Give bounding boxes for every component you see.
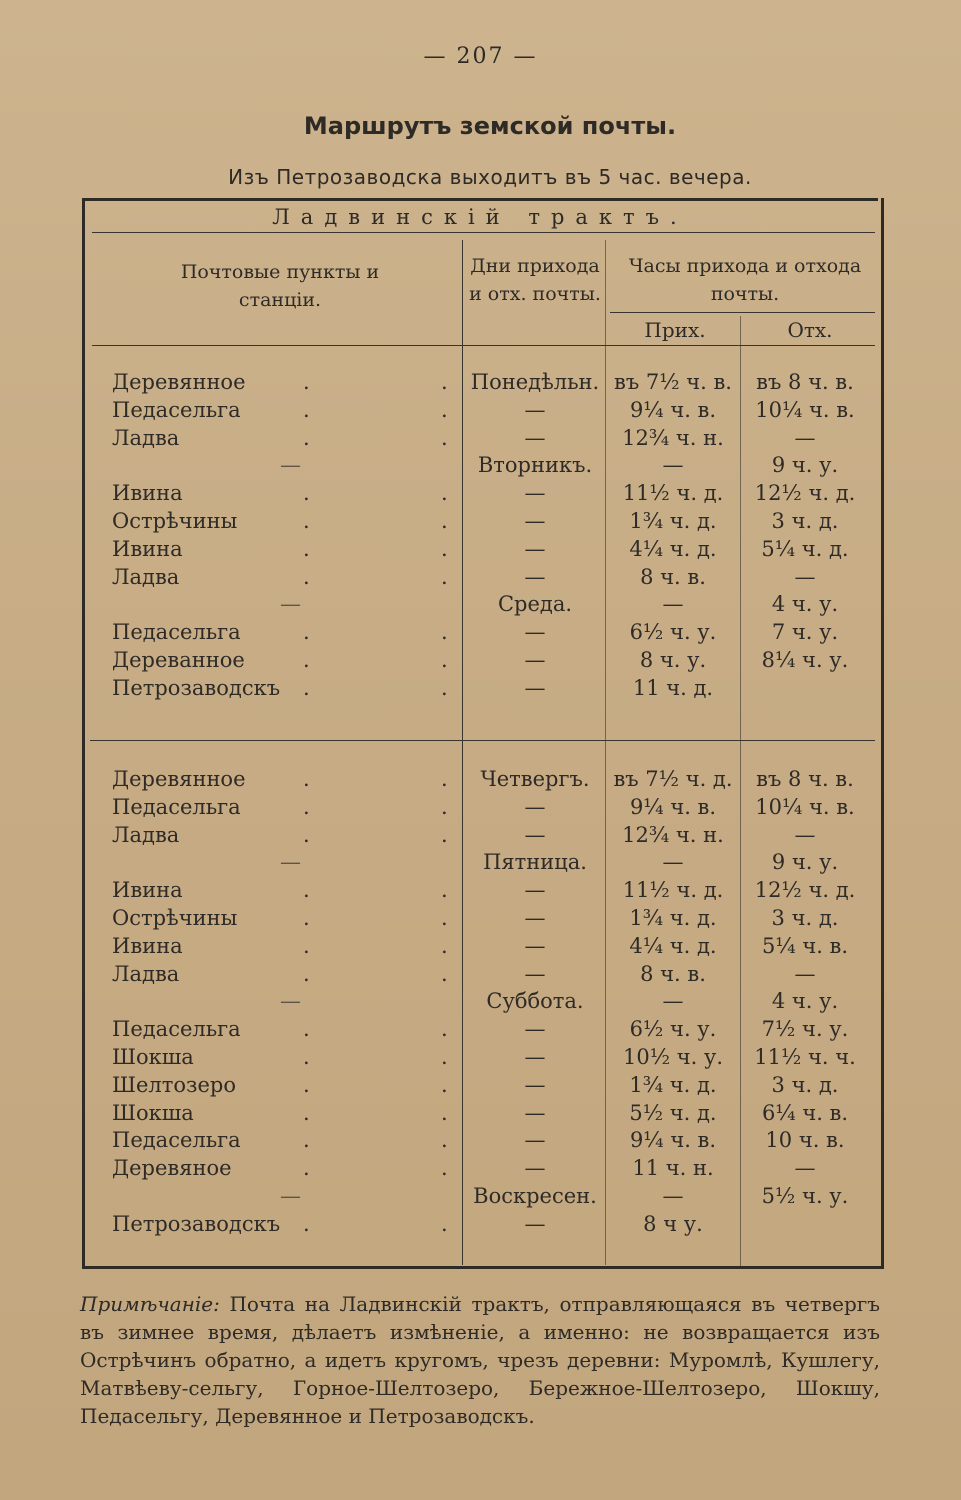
departure-cell: въ 8 ч. в. [756, 767, 854, 791]
table-row [0, 1101, 961, 1129]
day-cell: — [524, 536, 546, 561]
arrival-cell: — [662, 850, 684, 875]
departure-cell: 7 ч. у. [771, 620, 839, 645]
leader-dot: . [441, 906, 448, 930]
arrival-cell: — [662, 1184, 684, 1208]
tract-rule [92, 232, 875, 233]
arrival-cell: 1¾ ч. д. [629, 906, 717, 930]
leader-dot: . [441, 675, 448, 700]
table-row [0, 1073, 961, 1101]
leader-dot: . [441, 397, 448, 422]
departure-cell: 5¼ ч. в. [761, 933, 849, 958]
table-row [0, 1128, 961, 1156]
arrival-cell: 8 ч. в. [640, 564, 706, 589]
table-row [0, 962, 961, 990]
day-cell: — [524, 1072, 546, 1097]
arrival-cell: 9¼ ч. в. [629, 1128, 717, 1153]
arrival-cell: 11 ч. д. [632, 675, 714, 700]
leader-dot: . [441, 1017, 448, 1042]
day-cell: — [524, 794, 546, 819]
day-cell: Пятница. [483, 850, 587, 875]
day-cell: Воскресен. [473, 1184, 597, 1208]
leader-dot: . [441, 1100, 448, 1125]
leader-dot: . [441, 1156, 448, 1181]
day-cell: — [524, 1128, 546, 1153]
leader-dot: . [441, 425, 448, 450]
table-row [0, 989, 961, 1017]
station-name: Деревянное [112, 370, 246, 394]
header-days: Дни прихода и отх. почты. [469, 255, 601, 305]
leader-dot: . [441, 481, 448, 506]
leader-dot: . [303, 1156, 310, 1181]
station-name: Педасельга [112, 794, 241, 819]
departure-cell: — [794, 961, 816, 986]
arrival-cell: 12¾ ч. н. [622, 822, 724, 847]
arrival-cell: 11½ ч. д. [622, 481, 724, 506]
arrival-cell: 6½ ч. у. [629, 1017, 717, 1042]
station-name: Ладва [112, 822, 180, 847]
station-name: — [280, 592, 301, 617]
day-cell: — [524, 648, 546, 672]
table-row [0, 676, 961, 704]
day-cell: — [524, 906, 546, 930]
station-name: Деревянное [112, 767, 246, 791]
departure-cell: — [794, 1156, 816, 1181]
leader-dot: . [441, 1072, 448, 1097]
departure-cell: 3 ч. д. [771, 509, 839, 533]
departure-cell: 3 ч. д. [771, 906, 839, 930]
arrival-cell: — [662, 453, 684, 478]
station-name: Ладва [112, 961, 180, 986]
footnote-text: Почта на Ладвинскій трактъ, отправляющаяся въ четвергъ въ зимнее время, дѣлаетъ измѣненіе, а именно: не возвращается изъ Острѣчинъ обратно, а идетъ кругомъ, чрезъ деревни: Муромлѣ, Кушлегу, Матвѣеву-сельгу, Горное-Шелтозеро, Бережное-Шелтозеро, Шокшу, Педасельгу, Деревянное и Петрозаводскъ. [80, 1292, 880, 1428]
station-name: — [280, 850, 301, 875]
departure-cell: въ 8 ч. в. [756, 370, 854, 394]
day-cell: — [524, 933, 546, 958]
station-name: Шокша [112, 1100, 194, 1125]
day-cell: — [524, 675, 546, 700]
leader-dot: . [303, 906, 310, 930]
leader-dot: . [303, 822, 310, 847]
departure-cell: 7½ ч. у. [761, 1017, 849, 1042]
day-cell: — [524, 1045, 546, 1069]
departure-cell: 10¼ ч. в. [755, 397, 855, 422]
leader-dot: . [441, 509, 448, 533]
day-cell: — [524, 961, 546, 986]
arrival-cell: 8 ч. у. [639, 648, 707, 672]
station-name: — [280, 1184, 301, 1208]
arrival-cell: — [662, 989, 684, 1014]
departure-cell: 6¼ ч. в. [761, 1100, 849, 1125]
header-arrival: Прих. [644, 318, 706, 342]
leader-dot: . [303, 1072, 310, 1097]
departure-cell: 4 ч. у. [771, 592, 839, 617]
leader-dot: . [303, 1017, 310, 1042]
arrival-cell: 9¼ ч. в. [629, 794, 717, 819]
footnote [80, 1290, 880, 1430]
departure-cell: 3 ч. д. [771, 1072, 839, 1097]
station-name: Дереванное [112, 648, 245, 672]
table-row [0, 620, 961, 648]
leader-dot: . [303, 1100, 310, 1125]
station-name: Ивина [112, 878, 183, 903]
arrival-cell: 1¾ ч. д. [629, 509, 717, 533]
day-cell: Вторникъ. [477, 453, 593, 478]
leader-dot: . [303, 620, 310, 645]
table-row [0, 565, 961, 593]
header-hours: Часы прихода и отхода почты. [628, 255, 862, 305]
station-name: Петрозаводскъ [112, 675, 281, 700]
leader-dot: . [303, 564, 310, 589]
leader-dot: . [441, 1045, 448, 1069]
station-name: Ивина [112, 536, 183, 561]
departure-cell: 9 ч. у. [771, 453, 839, 478]
station-name: — [280, 453, 301, 478]
table-row [0, 1017, 961, 1045]
section-divider [90, 740, 875, 741]
header-stations: Почтовые пункты и станціи. [180, 261, 380, 311]
table-row [0, 795, 961, 823]
table-row [0, 878, 961, 906]
leader-dot: . [303, 536, 310, 561]
leader-dot: . [303, 1128, 310, 1153]
departure-cell: 8¼ ч. у. [761, 648, 849, 672]
day-cell: — [524, 1156, 546, 1181]
station-name: Шелтозеро [112, 1072, 236, 1097]
departure-cell: 11½ ч. ч. [754, 1045, 856, 1069]
station-name: Острѣчины [112, 509, 238, 533]
table-row [0, 1156, 961, 1184]
station-name: Ивина [112, 933, 183, 958]
day-cell: — [524, 425, 546, 450]
leader-dot: . [441, 933, 448, 958]
arrival-cell: въ 7½ ч. в. [614, 370, 732, 394]
arrival-cell: 8 ч. в. [640, 961, 706, 986]
page-subtitle: Изъ Петрозаводска выходитъ въ 5 час. вечера. [228, 165, 752, 189]
page-number: — 207 — [423, 44, 538, 69]
day-cell: Среда. [497, 592, 573, 617]
arrival-cell: 6½ ч. у. [629, 620, 717, 645]
arrival-cell: въ 7½ ч. д. [613, 767, 733, 791]
table-row [0, 934, 961, 962]
leader-dot: . [303, 767, 310, 791]
arrival-cell: 4¼ ч. д. [629, 536, 717, 561]
day-cell: Понедѣльн. [470, 370, 600, 394]
header-departure: Отх. [787, 318, 833, 342]
leader-dot: . [303, 648, 310, 672]
station-name: Острѣчины [112, 906, 238, 930]
station-name: Петрозаводскъ [112, 1211, 281, 1236]
day-cell: Суббота. [486, 989, 584, 1014]
leader-dot: . [441, 1211, 448, 1236]
day-cell: — [524, 397, 546, 422]
leader-dot: . [441, 564, 448, 589]
station-name: Шокша [112, 1045, 194, 1069]
table-row [0, 1212, 961, 1240]
header-hours-rule [610, 312, 875, 313]
station-name: Педасельга [112, 620, 241, 645]
day-cell: — [524, 509, 546, 533]
departure-cell: 12½ ч. д. [754, 878, 856, 903]
leader-dot: . [441, 767, 448, 791]
leader-dot: . [303, 370, 310, 394]
departure-cell: — [794, 425, 816, 450]
departure-cell: 4 ч. у. [771, 989, 839, 1014]
arrival-cell: 11 ч. н. [632, 1156, 714, 1181]
table-row [0, 592, 961, 620]
footnote-label: Примѣчаніе: [80, 1292, 220, 1316]
leader-dot: . [441, 648, 448, 672]
leader-dot: . [441, 794, 448, 819]
station-name: Ладва [112, 564, 180, 589]
day-cell: — [524, 1017, 546, 1042]
table-row [0, 537, 961, 565]
arrival-cell: — [662, 592, 684, 617]
station-name: Ивина [112, 481, 183, 506]
leader-dot: . [303, 675, 310, 700]
day-cell: — [524, 481, 546, 506]
station-name: — [280, 989, 301, 1014]
arrival-cell: 1¾ ч. д. [629, 1072, 717, 1097]
leader-dot: . [303, 1211, 310, 1236]
leader-dot: . [441, 370, 448, 394]
arrival-cell: 4¼ ч. д. [629, 933, 717, 958]
leader-dot: . [441, 536, 448, 561]
table-row [0, 398, 961, 426]
table-row [0, 823, 961, 851]
leader-dot: . [303, 933, 310, 958]
leader-dot: . [441, 961, 448, 986]
leader-dot: . [303, 961, 310, 986]
table-row [0, 1045, 961, 1073]
arrival-cell: 12¾ ч. н. [622, 425, 724, 450]
leader-dot: . [441, 1128, 448, 1153]
table-row [0, 481, 961, 509]
departure-cell: 10 ч. в. [765, 1128, 845, 1153]
departure-cell: 5½ ч. у. [761, 1184, 849, 1208]
leader-dot: . [303, 509, 310, 533]
header-bottom-rule [92, 345, 875, 346]
station-name: Ладва [112, 425, 180, 450]
table-row [0, 453, 961, 481]
departure-cell: 9 ч. у. [771, 850, 839, 875]
page-title: Маршрутъ земской почты. [303, 112, 677, 140]
table-row [0, 509, 961, 537]
day-cell: — [524, 564, 546, 589]
day-cell: — [524, 822, 546, 847]
table-row [0, 426, 961, 454]
departure-cell: 10¼ ч. в. [755, 794, 855, 819]
table-row [0, 648, 961, 676]
arrival-cell: 8 ч у. [643, 1211, 703, 1236]
day-cell: Четвергъ. [480, 767, 590, 791]
leader-dot: . [303, 794, 310, 819]
arrival-cell: 9¼ ч. в. [629, 397, 717, 422]
table-row [0, 850, 961, 878]
departure-cell: 5¼ ч. д. [761, 536, 849, 561]
arrival-cell: 10½ ч. у. [622, 1045, 724, 1069]
day-cell: — [524, 878, 546, 903]
departure-cell: — [794, 822, 816, 847]
departure-cell: 12½ ч. д. [754, 481, 856, 506]
leader-dot: . [303, 425, 310, 450]
leader-dot: . [441, 620, 448, 645]
table-row [0, 1184, 961, 1212]
tract-title: Ладвинскій трактъ. [272, 205, 688, 229]
table-row [0, 906, 961, 934]
day-cell: — [524, 1100, 546, 1125]
table-row [0, 767, 961, 795]
station-name: Педасельга [112, 1128, 241, 1153]
station-name: Педасельга [112, 397, 241, 422]
table-top-rule [82, 198, 878, 201]
leader-dot: . [303, 481, 310, 506]
leader-dot: . [303, 397, 310, 422]
station-name: Педасельга [112, 1017, 241, 1042]
day-cell: — [524, 620, 546, 645]
arrival-cell: 11½ ч. д. [622, 878, 724, 903]
day-cell: — [524, 1211, 546, 1236]
leader-dot: . [441, 878, 448, 903]
leader-dot: . [441, 822, 448, 847]
departure-cell: — [794, 564, 816, 589]
table-row [0, 370, 961, 398]
station-name: Деревяное [112, 1156, 232, 1181]
leader-dot: . [303, 878, 310, 903]
arrival-cell: 5½ ч. д. [629, 1100, 717, 1125]
leader-dot: . [303, 1045, 310, 1069]
